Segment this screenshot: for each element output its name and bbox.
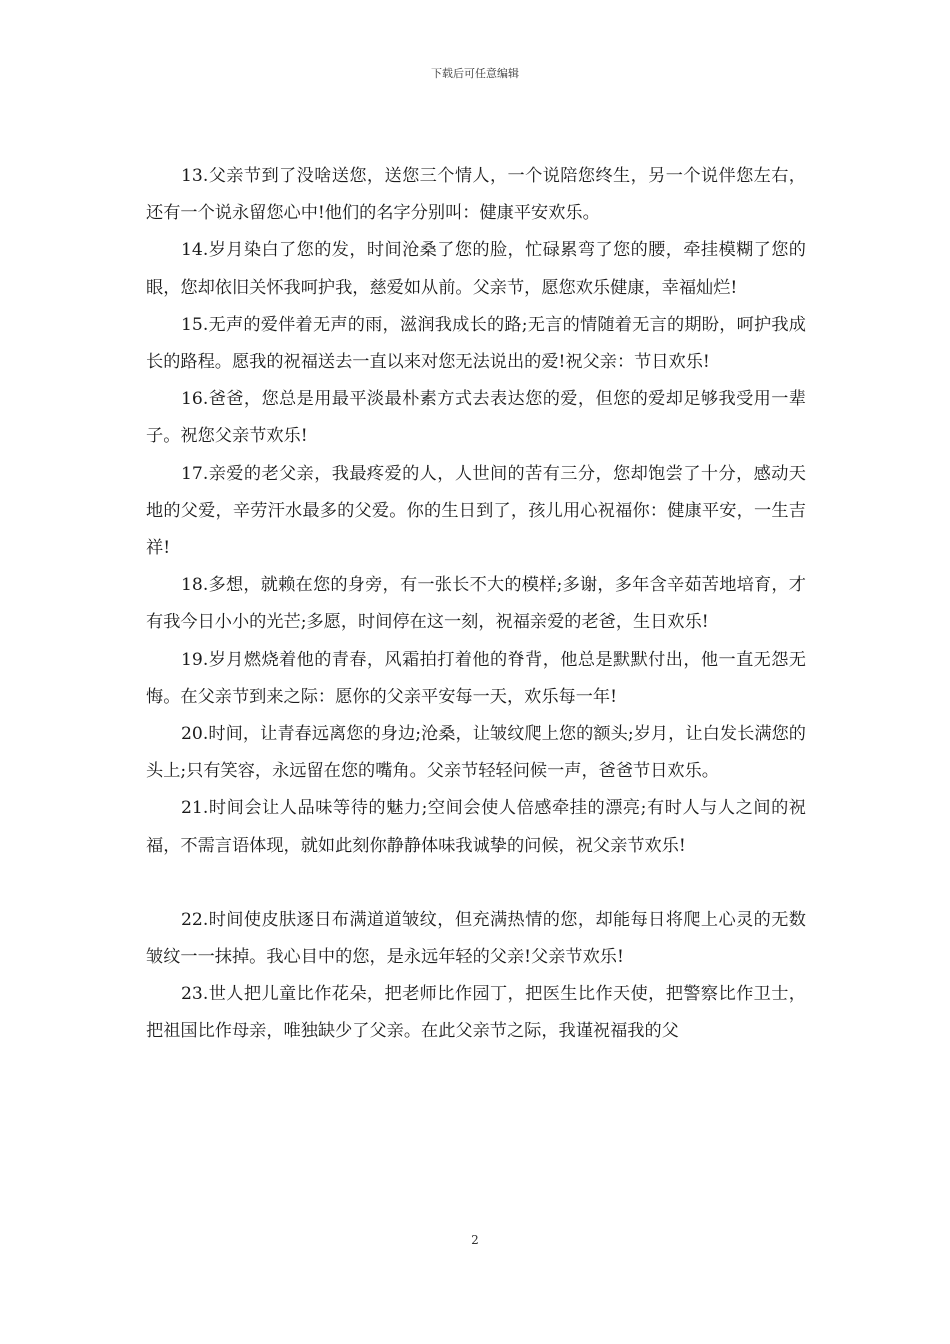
paragraph-22: 22.时间使皮肤逐日布满道道皱纹，但充满热情的您，却能每日将爬上心灵的无数皱纹一一抹掉。我心目中的您，是永远年轻的父亲!父亲节欢乐! xyxy=(146,909,806,968)
paragraph-21: 21.时间会让人品味等待的魅力;空间会使人倍感牵挂的漂亮;有时人与人之间的祝福，不需言语体现，就如此刻你静静体味我诚挚的问候，祝父亲节欢乐! xyxy=(146,798,806,856)
paragraph-18: 18.多想，就赖在您的身旁，有一张长不大的模样;多谢，多年含辛茹苦地培育，才有我今日小小的光芒;多愿，时间停在这一刻，祝福亲爱的老爸，生日欢乐! xyxy=(146,575,806,633)
paragraph-15: 15.无声的爱伴着无声的雨，滋润我成长的路;无言的情随着无言的期盼，呵护我成长的路程。愿我的祝福送去一直以来对您无法说出的爱!祝父亲：节日欢乐! xyxy=(146,314,806,373)
paragraph-19: 19.岁月燃烧着他的青春，风霜拍打着他的脊背，他总是默默付出，他一直无怨无悔。在父亲节到来之际：愿你的父亲平安每一天，欢乐每一年! xyxy=(146,649,806,707)
paragraph-16: 16.爸爸，您总是用最平淡最朴素方式去表达您的爱，但您的爱却足够我受用一辈子。祝您父亲节欢乐! xyxy=(146,389,806,447)
page-header: 下载后可任意编辑 xyxy=(431,67,519,80)
paragraph-13: 13.父亲节到了没啥送您，送您三个情人，一个说陪您终生，另一个说伴您左右，还有一个说永留您心中!他们的名字分别叫：健康平安欢乐。 xyxy=(146,166,806,224)
paragraph-14: 14.岁月染白了您的发，时间沧桑了您的脸，忙碌累弯了您的腰，牵挂模糊了您的眼，您却依旧关怀我呵护我，慈爱如从前。父亲节，愿您欢乐健康，幸福灿烂! xyxy=(146,240,806,298)
paragraph-17: 17.亲爱的老父亲，我最疼爱的人，人世间的苦有三分，您却饱尝了十分，感动天地的父爱，辛劳汗水最多的父爱。你的生日到了，孩儿用心祝福你：健康平安，一生吉祥! xyxy=(146,463,806,559)
document-body xyxy=(146,158,806,1051)
page-number: 2 xyxy=(471,1233,479,1247)
paragraph-23: 23.世人把儿童比作花朵，把老师比作园丁，把医生比作天使，把警察比作卫士，把祖国比作母亲，唯独缺少了父亲。在此父亲节之际，我谨祝福我的父 xyxy=(146,984,806,1042)
paragraph-20: 20.时间，让青春远离您的身边;沧桑，让皱纹爬上您的额头;岁月，让白发长满您的头上;只有笑容，永远留在您的嘴角。父亲节轻轻问候一声，爸爸节日欢乐。 xyxy=(146,724,806,782)
